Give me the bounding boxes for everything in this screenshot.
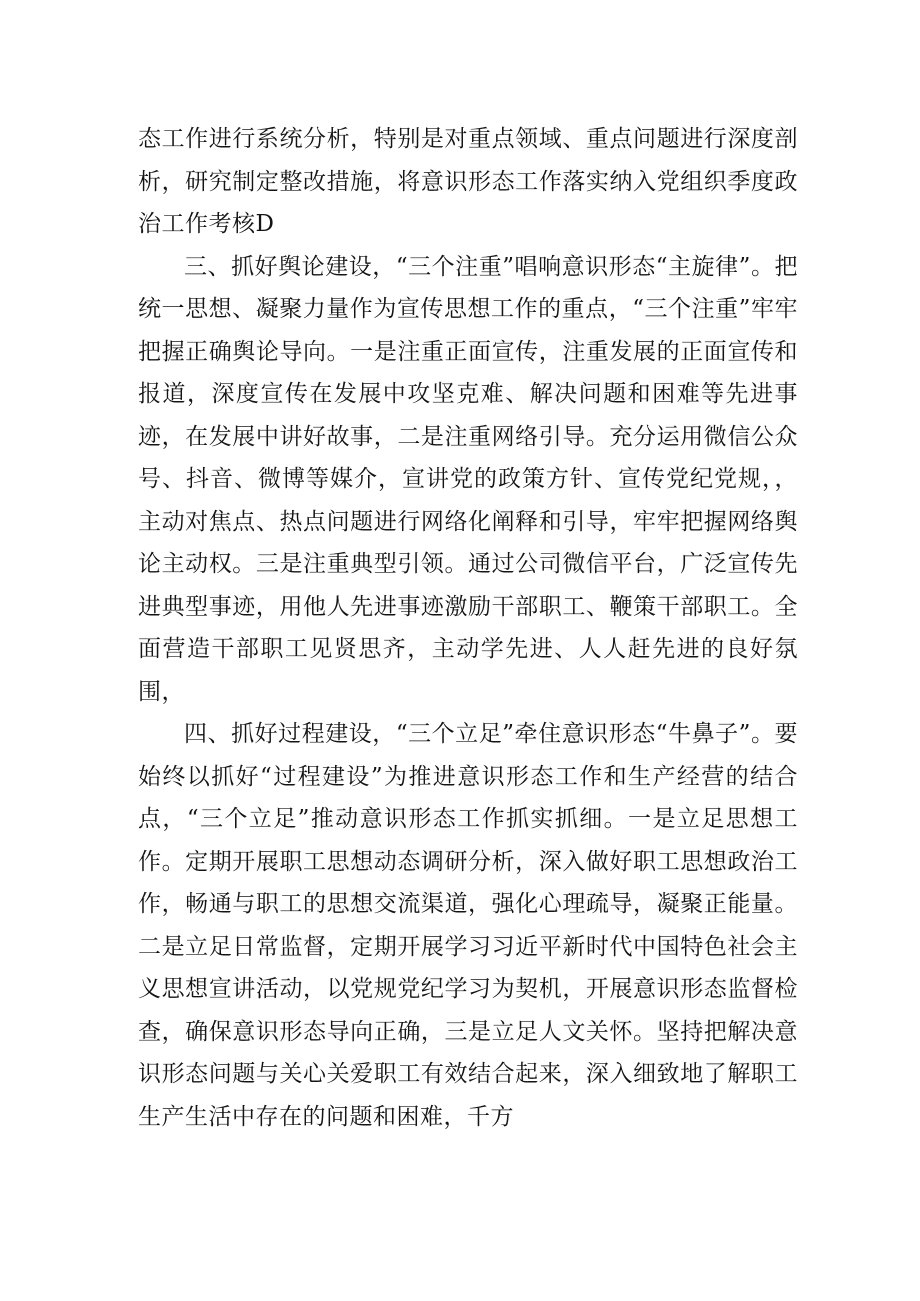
body-text — [138, 118, 798, 1138]
paragraph-section-four: 四、抓好过程建设，“三个立足”牵住意识形态“牛鼻子”。要始终以抓好“过程建设”为推进意识形态工作和生产经营的结合点，“三个立足”推动意识形态工作抓实抓细。一是立足思想工作。定期开展职工思想动态调研分析，深入做好职工思想政治工作，畅通与职工的思想交流渠道，强化心理疏导，凝聚正能量。二是立足日常监督，定期开展学习习近平新时代中国特色社会主义思想宣讲活动，以党规党纪学习为契机，开展意识形态监督检查，确保意识形态导向正确，三是立足人文关怀。坚持把解决意识形态问题与关心关爱职工有效结合起来，深入细致地了解职工生产生活中存在的问题和困难，千方 — [138, 721, 798, 1130]
paragraph-section-three: 三、抓好舆论建设，“三个注重”唱响意识形态“主旋律”。把统一思想、凝聚力量作为宣传思想工作的重点，“三个注重”牢牢把握正确舆论导向。一是注重正面宣传，注重发展的正面宣传和报道，深度宣传在发展中攻坚克难、解决问题和困难等先进事迹，在发展中讲好故事，二是注重网络引导。充分运用微信公众号、抖音、微博等媒介，宣讲党的政策方针、宣传党纪党规，，主动对焦点、热点问题进行网络化阐释和引导，牢牢把握网络舆论主动权。三是注重典型引领。通过公司微信平台，广泛宣传先进典型事迹，用他人先进事迹激励干部职工、鞭策干部职工。全面营造干部职工见贤思齐，主动学先进、人人赶先进的良好氛围， — [138, 253, 798, 705]
paragraph-continuation: 态工作进行系统分析，特别是对重点领域、重点问题进行深度剖析，研究制定整改措施，将意识形态工作落实纳入党组织季度政治工作考核D — [138, 126, 798, 237]
